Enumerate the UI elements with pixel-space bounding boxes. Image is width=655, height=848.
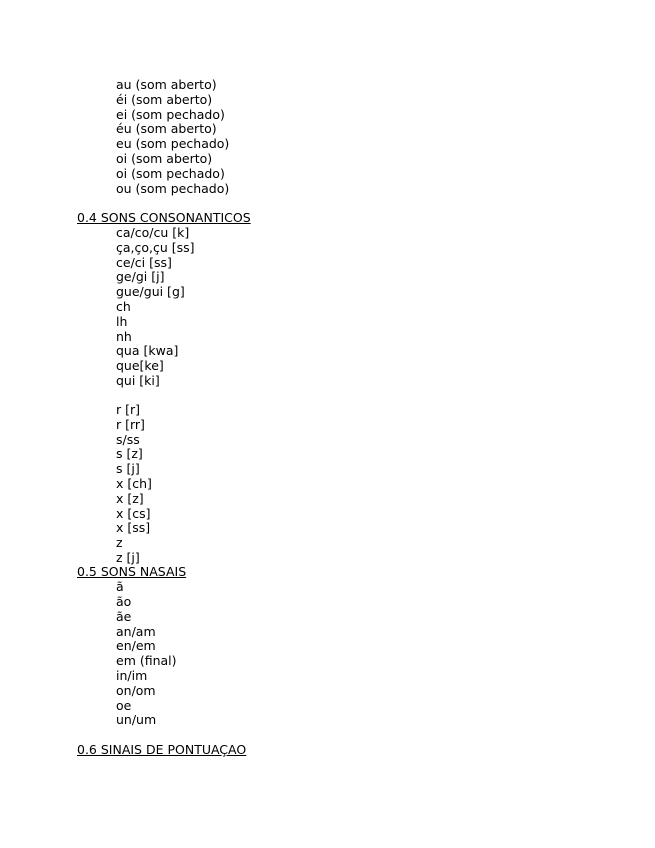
list-item: ãe	[116, 609, 132, 624]
list-item: ou (som pechado)	[116, 181, 230, 196]
list-item: en/em	[116, 638, 156, 653]
list-item: au (som aberto)	[116, 77, 217, 92]
list-item: que[ke]	[116, 358, 164, 373]
list-item: an/am	[116, 624, 156, 639]
list-item: r [r]	[116, 402, 141, 417]
list-item: z	[116, 535, 123, 550]
list-item: ce/ci [ss]	[116, 255, 172, 270]
list-item: éi (som aberto)	[116, 92, 213, 107]
list-item: on/om	[116, 683, 156, 698]
list-item: s/ss	[116, 432, 140, 447]
list-item: nh	[116, 329, 132, 344]
list-item: x [ss]	[116, 520, 151, 535]
list-item: qui [ki]	[116, 373, 160, 388]
list-item: oi (som aberto)	[116, 151, 213, 166]
list-item: ça,ço,çu [ss]	[116, 240, 195, 255]
list-item: in/im	[116, 668, 148, 683]
list-item: oi (som pechado)	[116, 166, 225, 181]
list-item: eu (som pechado)	[116, 136, 230, 151]
list-item: oe	[116, 698, 132, 713]
section-heading-consonants: 0.4 SONS CONSONANTICOS	[77, 210, 251, 225]
list-item: gue/gui [g]	[116, 284, 185, 299]
list-item: x [cs]	[116, 506, 151, 521]
list-item: x [z]	[116, 491, 144, 506]
list-item: ge/gi [j]	[116, 269, 165, 284]
list-item: x [ch]	[116, 476, 152, 491]
section-heading-punctuation: 0.6 SINAIS DE PONTUAÇAO	[77, 742, 247, 757]
section-heading-nasal-sounds: 0.5 SONS NASAIS	[77, 564, 187, 579]
list-item: ã	[116, 579, 124, 594]
list-item: ei (som pechado)	[116, 107, 225, 122]
list-item: ca/co/cu [k]	[116, 225, 190, 240]
list-item: s [z]	[116, 446, 143, 461]
list-item: r [rr]	[116, 417, 145, 432]
list-item: lh	[116, 314, 128, 329]
list-item: un/um	[116, 712, 157, 727]
list-item: s [j]	[116, 461, 140, 476]
list-item: éu (som aberto)	[116, 121, 217, 136]
list-item: ch	[116, 299, 131, 314]
list-item: em (final)	[116, 653, 177, 668]
list-item: ão	[116, 594, 132, 609]
list-item: qua [kwa]	[116, 343, 179, 358]
list-item: z [j]	[116, 550, 140, 565]
